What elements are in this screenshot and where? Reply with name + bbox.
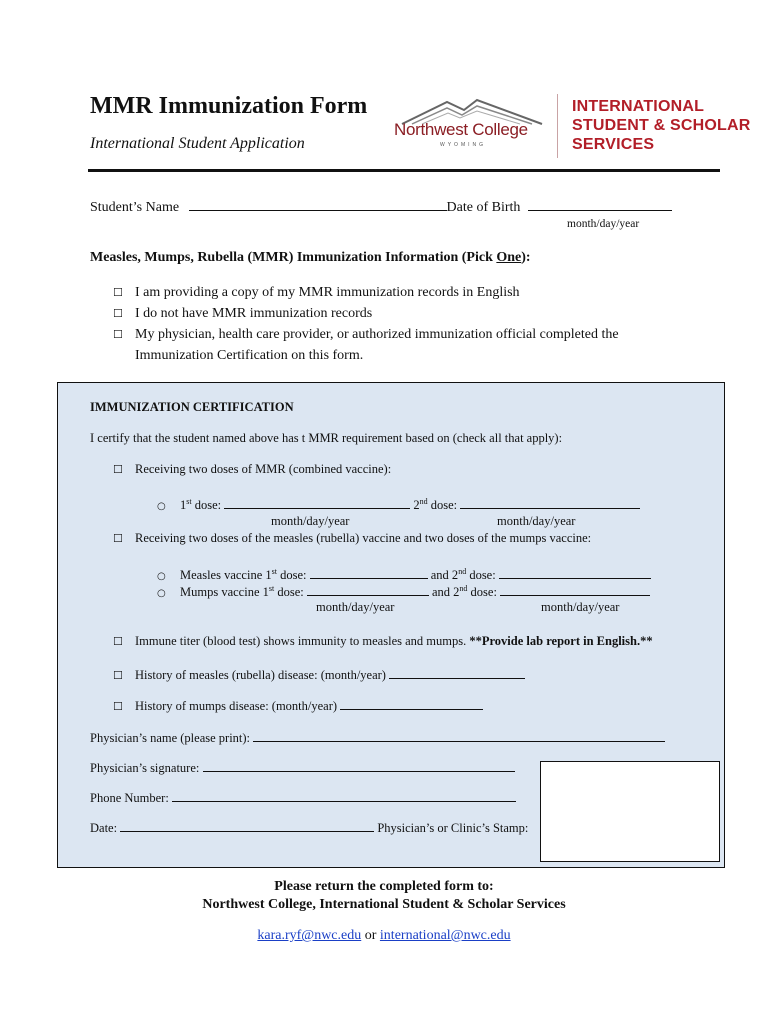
physician-name-row xyxy=(90,729,665,746)
stamp-label: Physician’s or Clinic’s Stamp: xyxy=(377,821,529,835)
logo-sub: WYOMING xyxy=(440,142,486,148)
option-label: I am providing a copy of my MMR immunization records in English xyxy=(135,285,520,300)
mumps-label: Mumps vaccine 1 xyxy=(180,585,269,599)
mumps-dose2-word: dose: xyxy=(467,585,497,599)
stamp-box[interactable] xyxy=(540,761,720,862)
date-field[interactable] xyxy=(120,819,374,832)
dose2-date-hint: month/day/year xyxy=(497,514,576,528)
measles-dose2-word: dose: xyxy=(466,568,496,582)
checkbox-icon[interactable]: ☐ xyxy=(113,669,123,682)
student-info-row xyxy=(90,198,672,216)
college-logo xyxy=(392,96,552,156)
option-label: My physician, health care provider, or authorized immunization official completed the xyxy=(135,327,619,342)
dose1-date-field[interactable] xyxy=(224,496,410,509)
mumps-dose1-field[interactable] xyxy=(307,583,429,596)
cert-option-titer[interactable] xyxy=(113,634,653,649)
email-link-international[interactable]: international@nwc.edu xyxy=(379,928,511,943)
physician-name-field[interactable] xyxy=(253,729,665,742)
option-label: History of measles (rubella) disease: (month/year) xyxy=(135,668,386,682)
cert-option-separate-vaccines[interactable] xyxy=(113,531,591,546)
physician-signature-row xyxy=(90,759,515,776)
phone-field[interactable] xyxy=(172,789,516,802)
checkbox-icon[interactable]: ☐ xyxy=(113,307,123,320)
option-label: Receiving two doses of MMR (combined vaccine): xyxy=(135,462,392,476)
return-address: Northwest College, International Student & Scholar Services xyxy=(202,897,566,912)
dose1-label: dose: xyxy=(191,498,222,512)
email-link-kara[interactable]: kara.ryf@nwc.edu xyxy=(257,928,362,943)
mmr-dose-row xyxy=(157,496,640,513)
isss-logo xyxy=(572,97,751,154)
measles-dose-word: dose: xyxy=(276,568,307,582)
dose1-suffix: st xyxy=(186,496,192,506)
checkbox-icon[interactable]: ☐ xyxy=(113,463,123,476)
isss-line-1: INTERNATIONAL xyxy=(572,98,705,115)
measles-and-label: and 2 xyxy=(430,568,459,582)
email-or: or xyxy=(361,928,380,943)
mmr-heading-one: One xyxy=(496,250,522,265)
dose2-suffix: nd xyxy=(419,496,428,506)
bullet-circle-icon: ○ xyxy=(157,571,166,582)
option-no-records[interactable] xyxy=(113,306,372,322)
mumps-dose-word: dose: xyxy=(274,585,304,599)
measles-label: Measles vaccine 1 xyxy=(180,568,272,582)
measles-nd-suffix: nd xyxy=(458,566,467,576)
dob-label: Date of Birth xyxy=(446,200,521,215)
physician-name-label: Physician’s name (please print): xyxy=(90,731,251,745)
titer-note: **Provide lab report in English.** xyxy=(469,634,653,648)
measles-dose1-field[interactable] xyxy=(310,566,428,579)
dose2-num: 2 xyxy=(413,498,420,512)
physician-signature-field[interactable] xyxy=(203,759,515,772)
contact-emails xyxy=(0,928,768,944)
option-physician-completed-cont: Immunization Certification on this form. xyxy=(135,348,364,363)
phone-label: Phone Number: xyxy=(90,791,169,805)
mumps-and-label: and 2 xyxy=(431,585,460,599)
cert-heading: IMMUNIZATION CERTIFICATION xyxy=(90,400,294,414)
cert-option-mumps-history[interactable] xyxy=(113,697,483,714)
isss-line-2: STUDENT & SCHOLAR xyxy=(572,117,751,134)
mumps-dose2-field[interactable] xyxy=(500,583,650,596)
dob-hint: month/day/year xyxy=(567,218,640,230)
physician-signature-label: Physician’s signature: xyxy=(90,761,200,775)
mumps-history-field[interactable] xyxy=(340,697,483,710)
dose2-label: dose: xyxy=(427,498,458,512)
page-title: MMR Immunization Form xyxy=(90,93,368,119)
date-row xyxy=(90,819,528,836)
student-name-field[interactable] xyxy=(189,198,447,211)
cert-option-mmr-combined[interactable] xyxy=(113,462,391,477)
date-label: Date: xyxy=(90,821,118,835)
mumps-dose-row xyxy=(157,583,650,600)
page-subtitle: International Student Application xyxy=(90,135,305,152)
dob-field[interactable] xyxy=(528,198,672,211)
student-name-label: Student’s Name xyxy=(90,200,180,215)
mmr-heading xyxy=(90,250,531,266)
option-physician-completed[interactable] xyxy=(113,327,619,343)
checkbox-icon[interactable]: ☐ xyxy=(113,700,123,713)
option-label: Immune titer (blood test) shows immunity to measles and mumps. xyxy=(135,634,470,648)
option-records-english[interactable] xyxy=(113,285,520,301)
checkbox-icon[interactable]: ☐ xyxy=(113,532,123,545)
checkbox-icon[interactable]: ☐ xyxy=(113,286,123,299)
mumps-suffix: st xyxy=(268,583,275,593)
measles-date-hint: month/day/year xyxy=(316,600,395,614)
measles-dose2-field[interactable] xyxy=(499,566,651,579)
option-label: I do not have MMR immunization records xyxy=(135,306,373,321)
measles-suffix: st xyxy=(271,566,277,576)
phone-row xyxy=(90,789,516,806)
isss-line-3: SERVICES xyxy=(572,136,655,153)
dose1-date-hint: month/day/year xyxy=(271,514,350,528)
mmr-heading-end: ): xyxy=(521,250,531,265)
measles-dose-row xyxy=(157,566,651,583)
option-label: Receiving two doses of the measles (rubella) vaccine and two doses of the mumps vaccine: xyxy=(135,531,592,545)
cert-intro: I certify that the student named above has t MMR requirement based on (check all that apply): xyxy=(90,431,563,445)
bullet-circle-icon: ○ xyxy=(157,588,166,599)
measles-history-field[interactable] xyxy=(389,666,525,679)
dose2-date-field[interactable] xyxy=(460,496,640,509)
bullet-circle-icon: ○ xyxy=(157,501,166,512)
return-instructions: Please return the completed form to: xyxy=(274,879,494,894)
mmr-heading-text: Measles, Mumps, Rubella (MMR) Immunization Information (Pick xyxy=(90,250,497,265)
header-rule xyxy=(88,169,720,172)
cert-option-measles-history[interactable] xyxy=(113,666,525,683)
mumps-date-hint: month/day/year xyxy=(541,600,620,614)
option-label: History of mumps disease: (month/year) xyxy=(135,699,338,713)
logo-divider xyxy=(557,94,558,158)
mumps-nd-suffix: nd xyxy=(459,583,468,593)
logo-name: Northwest College xyxy=(394,120,528,139)
checkbox-icon[interactable]: ☐ xyxy=(113,635,123,648)
checkbox-icon[interactable]: ☐ xyxy=(113,328,123,341)
dose1-num: 1 xyxy=(180,498,187,512)
